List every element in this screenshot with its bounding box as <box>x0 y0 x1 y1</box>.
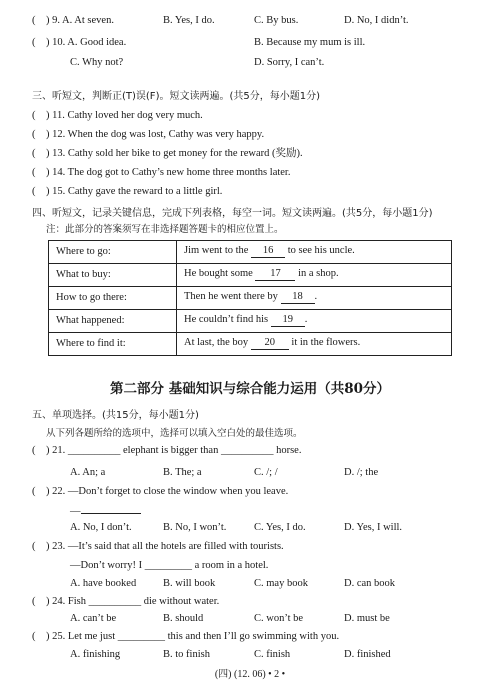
answer-blank-20[interactable]: 20 <box>251 338 289 350</box>
row-question: Where to go: <box>49 241 177 264</box>
row-answer: He couldn’t find his 19 . <box>177 310 452 333</box>
q9-option-b: B. Yes, I do. <box>163 15 215 26</box>
q22-response-line: — <box>70 504 141 518</box>
q24-option-b: B. should <box>163 613 204 624</box>
q23-option-b: B. will book <box>163 578 216 589</box>
q22-stem: ( ) 22. —Don’t forget to close the window when you leave. <box>32 486 289 497</box>
table-row <box>49 310 452 333</box>
q9-option-d: D. No, I didn’t. <box>344 15 409 26</box>
q14: ( ) 14. The dog got to Cathy’s new home three months later. <box>32 167 291 178</box>
q22-option-c: C. Yes, I do. <box>254 522 306 533</box>
row-answer: Then he went there by 18 . <box>177 287 452 310</box>
q22-option-d: D. Yes, I will. <box>344 522 403 533</box>
row-answer: At last, the boy 20 it in the flowers. <box>177 333 452 356</box>
q24-option-d: D. must be <box>344 613 390 624</box>
q22-option-b: B. No, I won’t. <box>163 522 227 533</box>
section4-note: 注：此部分的答案须写在非选择题答题卡的相应位置上。 <box>46 224 284 235</box>
row-answer: Jim went to the 16 to see his uncle. <box>177 241 452 264</box>
section5-title: 五、单项选择。(共15分，每小题1分) <box>32 410 199 421</box>
part2-title: 第二部分 基础知识与综合能力运用（共80分） <box>110 381 390 397</box>
q23-option-c: C. may book <box>254 578 308 589</box>
q10-stem: ( ) 10. A. Good idea. <box>32 37 127 48</box>
answer-blank-18[interactable]: 18 <box>281 292 315 304</box>
q13: ( ) 13. Cathy sold her bike to get money for the reward (奖励). <box>32 148 303 159</box>
table-row <box>49 333 452 356</box>
q10-option-c: C. Why not? <box>70 57 124 68</box>
row-question: What to buy: <box>49 264 177 287</box>
q12: ( ) 12. When the dog was lost, Cathy was very happy. <box>32 129 265 140</box>
table-row <box>49 241 452 264</box>
section3-title: 三、听短文，判断正(T)误(F)。短文读两遍。(共5分，每小题1分) <box>32 91 320 102</box>
q24-stem: ( ) 24. Fish __________ die without water. <box>32 596 220 607</box>
table-row <box>49 264 452 287</box>
q21-stem: ( ) 21. __________ elephant is bigger than __________ horse. <box>32 445 302 456</box>
q23-line2: —Don’t worry! I _________ a room in a hotel. <box>70 560 269 571</box>
q25-option-a: A. finishing <box>70 649 121 660</box>
q23-option-a: A. have booked <box>70 578 137 589</box>
info-table <box>48 240 452 356</box>
row-question: Where to find it: <box>49 333 177 356</box>
q10-option-b: B. Because my mum is ill. <box>254 37 366 48</box>
table-row <box>49 287 452 310</box>
section5-instruction: 从下列各题所给的选项中，选择可以填入空白处的最佳选项。 <box>46 428 303 439</box>
row-question: What happened: <box>49 310 177 333</box>
page-footer: (四) (12. 06) • 2 • <box>214 669 286 680</box>
answer-blank-16[interactable]: 16 <box>251 246 285 258</box>
q21-option-d: D. /; the <box>344 467 379 478</box>
q24-option-c: C. won’t be <box>254 613 304 624</box>
q21-option-b: B. The; a <box>163 467 202 478</box>
q25-option-d: D. finished <box>344 649 391 660</box>
q21-option-c: C. /; / <box>254 467 278 478</box>
row-answer: He bought some 17 in a shop. <box>177 264 452 287</box>
q25-option-b: B. to finish <box>163 649 210 660</box>
section4-title: 四、听短文，记录关键信息，完成下列表格，每空一词。短文读两遍。(共5分，每小题1分) <box>32 208 433 219</box>
answer-blank-17[interactable]: 17 <box>255 269 295 281</box>
q23-stem: ( ) 23. —It’s said that all the hotels are filled with tourists. <box>32 541 284 552</box>
row-question: How to go there: <box>49 287 177 310</box>
q11: ( ) 11. Cathy loved her dog very much. <box>32 110 203 121</box>
q21-option-a: A. An; a <box>70 467 106 478</box>
q15: ( ) 15. Cathy gave the reward to a little girl. <box>32 186 223 197</box>
q9-stem: ( ) 9. A. At seven. <box>32 15 114 26</box>
q25-option-c: C. finish <box>254 649 291 660</box>
q22-option-a: A. No, I don’t. <box>70 522 132 533</box>
q25-stem: ( ) 25. Let me just _________ this and then I’ll go swimming with you. <box>32 631 340 642</box>
q22-blank[interactable] <box>81 504 141 514</box>
answer-blank-19[interactable]: 19 <box>271 315 305 327</box>
q9-option-c: C. By bus. <box>254 15 299 26</box>
q23-option-d: D. can book <box>344 578 396 589</box>
q10-option-d: D. Sorry, I can’t. <box>254 57 325 68</box>
q24-option-a: A. can’t be <box>70 613 117 624</box>
